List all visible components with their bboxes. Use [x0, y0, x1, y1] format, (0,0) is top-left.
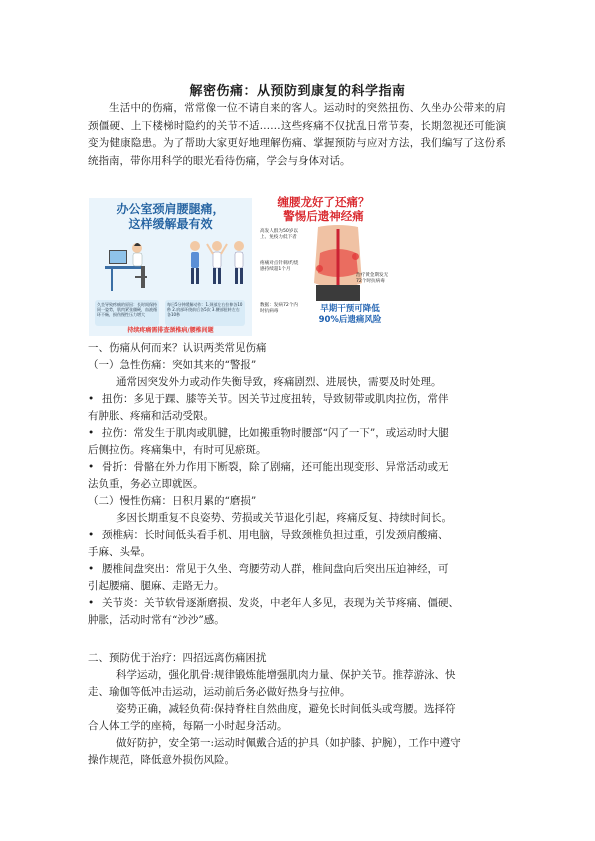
chronic-item-text: 颈椎病：长时间低头看手机、用电脑，导致颈椎负担过重，引发颈肩酸痛、: [102, 529, 449, 541]
bullet: •: [88, 563, 95, 575]
acute-item-fracture-line2: 法负重，务必立即就医。: [88, 478, 204, 490]
shingles-pain-poster: [256, 193, 391, 337]
chronic-item-text: 腰椎间盘突出：常见于久坐、弯腰劳动人群，椎间盘向后突出压迫神经，可: [102, 563, 449, 575]
office-poster-footer: 持续疼痛需排查颈椎病/腰椎间题: [127, 327, 214, 334]
shingles-bottom-line2: 90%后遗痛风险: [318, 315, 382, 325]
shingles-note-golden-period: 治疗黄金期发无72个时抗病毒: [356, 273, 389, 284]
chronic-item-cervical-line2: 手麻、头晕。: [88, 546, 151, 558]
bullet: •: [88, 427, 95, 439]
bullet: •: [88, 597, 95, 609]
acute-item-text: 扭伤：多见于踝、膝等关节。因关节过度扭转，导致韧带或肌肉拉伤，常伴: [102, 393, 449, 405]
chronic-item-arthritis-line2: 肿胀，活动时常有“沙沙”感。: [88, 614, 225, 626]
acute-heading: （一）急性伤痛：突如其来的“警报”: [88, 359, 257, 371]
chronic-item-cervical-line1: [88, 527, 508, 545]
prevention-posture-line1: 姿势正确，减轻负荷:保持脊柱自然曲度，避免长时间低头或弯腰。选择符: [116, 703, 456, 715]
office-poster-title: [89, 202, 252, 232]
bullet: •: [88, 529, 95, 541]
rash-dot: [316, 265, 323, 272]
chronic-item-text: 关节炎：关节软骨逐渐磨损、发炎，中老年人多见，表现为关节疼痛、僵硬、: [102, 597, 459, 609]
acute-item-sprain-line1: [88, 391, 508, 409]
page-title: 解密伤痛：从预防到康复的科学指南: [189, 84, 406, 99]
acute-description: 通常因突发外力或动作失衡导致，疼痛剧烈、进展快，需要及时处理。: [116, 376, 442, 388]
office-poster-causes-box: 久坐导致疼痛的原因：长时间保持同一姿势，肌肉紧张僵硬，血液循环不畅，损伤慢性压力增大: [95, 300, 159, 326]
intro-paragraph: 生活中的伤痛，常常像一位不请自来的客人。运动时的突然扭伤、久坐办公带来的肩颈僵硬、上下楼梯时隐约的关节不适……这些疼痛不仅扰乱日常节奏，长期忽视还可能演变为健康隐患。为了帮助大家更好地理解伤痛、掌握预防与应对方法，我们编写了这份系统指南，带你用科学的眼光看待伤痛，学会与身体对话。: [88, 102, 506, 167]
acute-item-strain-line2: 后侧拉伤。疼痛集中，有时可见瘀斑。: [88, 444, 267, 456]
back-spine-illustration: [308, 223, 368, 303]
desk-worker-illustration: [105, 236, 151, 294]
chronic-heading: （二）慢性伤痛：日积月累的“磨损”: [88, 495, 257, 507]
shingles-note-data: 数据：发病72个内时抗病毒: [260, 303, 299, 314]
shingles-note-high-risk: 高发人群为50岁以上、免疫力低下者: [260, 229, 299, 240]
prevention-posture-line2: 合人体工学的座椅，每隔一小时起身活动。: [88, 720, 288, 732]
acute-item-strain-line1: [88, 425, 508, 443]
chronic-item-arthritis-line1: [88, 595, 508, 613]
shingles-poster-title: [256, 195, 391, 223]
shingles-note-symptoms: 疼痛对点针刺/灼烧感持续超1个月: [260, 261, 299, 272]
office-poster-title-line2: 这样缓解最有效: [128, 217, 213, 231]
rash-dot: [352, 253, 359, 260]
acute-item-sprain-line2: 有肿胀、疼痛和活动受限。: [88, 410, 214, 422]
shingles-poster-title-line1: 缠腰龙好了还痛？: [277, 195, 370, 209]
prevention-exercise-line2: 走、瑜伽等低冲击运动，运动前后务必做好热身与拉伸。: [88, 686, 351, 698]
chronic-item-lumbar-line1: [88, 561, 508, 579]
shingles-poster-bottom: [310, 304, 390, 326]
shingles-poster-title-line2: 警惕后遗神经痛: [283, 209, 364, 223]
office-poster-exercises-box: 每日5分钟缓解动作：1.颈部左右拉伸各10秒 2.肩部环绕前后各5次 3.腰部扭转左右各10秒: [165, 300, 245, 326]
chronic-description: 多因长期重复不良姿势、劳损或关节退化引起，疼痛反复、持续时间长。: [116, 512, 452, 524]
office-pain-poster: [89, 198, 252, 336]
prevention-protection-line1: 做好防护，安全第一:运动时佩戴合适的护具（如护膝、护腕），工作中遵守: [116, 737, 461, 749]
prevention-exercise-line1: 科学运动，强化肌骨:规律锻炼能增强肌肉力量、保护关节。推荐游泳、快: [116, 669, 456, 681]
section-1-heading: 一、伤痛从何而来？认识两类常见伤痛: [88, 342, 267, 354]
acute-item-fracture-line1: [88, 459, 508, 477]
bullet: •: [88, 461, 95, 473]
section-2-heading: 二、预防优于治疗：四招远离伤痛困扰: [88, 652, 267, 664]
stretching-figures-illustration: [183, 236, 249, 292]
acute-item-text: 骨折：骨骼在外力作用下断裂，除了剧痛，还可能出现变形、异常活动或无: [102, 461, 449, 473]
prevention-protection-line2: 操作规范，降低意外损伤风险。: [88, 754, 235, 766]
shingles-bottom-line1: 早期干预可降低: [320, 304, 380, 314]
bullet: •: [88, 393, 95, 405]
office-poster-title-line1: 办公室颈肩腰腿痛，: [116, 202, 225, 216]
acute-item-text: 拉伤：常发生于肌肉或肌腱，比如搬重物时腰部“闪了一下”，或运动时大腿: [102, 427, 449, 439]
chronic-item-lumbar-line2: 引起腰痛、腿麻、走路无力。: [88, 580, 225, 592]
